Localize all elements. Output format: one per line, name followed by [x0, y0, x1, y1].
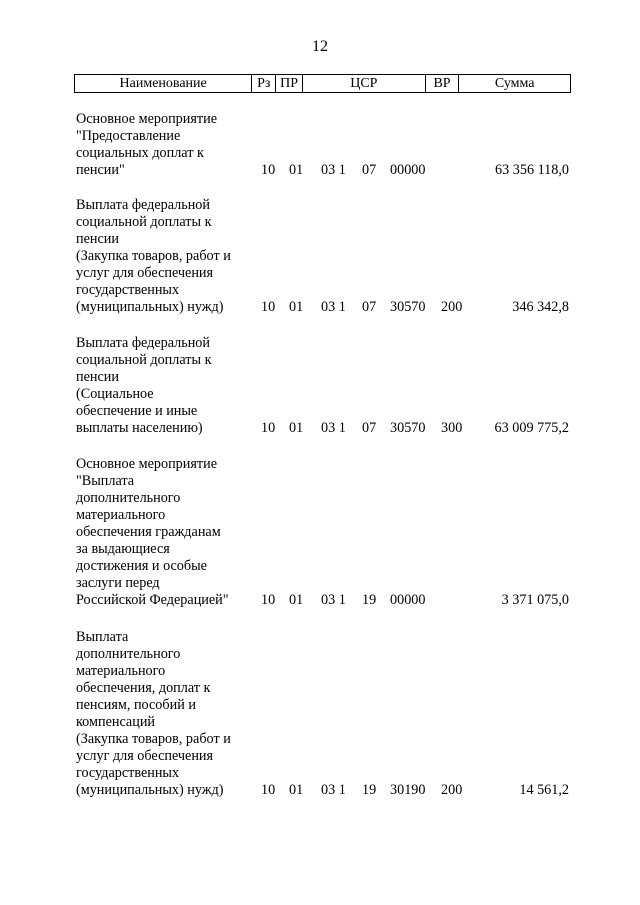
row-sum: 346 342,8: [512, 299, 569, 315]
row-csr-event: 07: [362, 420, 377, 436]
row-csr-program: 03 1: [321, 420, 346, 436]
header-rz: Рз: [252, 75, 276, 92]
row-csr-program: 03 1: [321, 299, 346, 315]
row-name: Основное мероприятие "Предоставление социальных доплат к пенсии": [76, 111, 217, 178]
row-pr: 01: [289, 162, 304, 178]
row-csr-event: 07: [362, 162, 377, 178]
row-rz: 10: [261, 592, 276, 608]
row-name: Выплата дополнительного материального обеспечения, доплат к пенсиям, пособий и компенсаций (Закупка товаров, работ и услуг для обеспечения государственных (муниципальных) нужд): [76, 629, 231, 798]
header-pr: ПР: [276, 75, 303, 92]
header-vr: ВР: [426, 75, 460, 92]
row-vr: 200: [441, 782, 463, 798]
row-csr-direction: 00000: [390, 162, 426, 178]
row-rz: 10: [261, 299, 276, 315]
row-csr-direction: 00000: [390, 592, 426, 608]
row-vr: 300: [441, 420, 463, 436]
page-number: 12: [312, 38, 328, 55]
row-csr-event: 19: [362, 592, 377, 608]
row-pr: 01: [289, 299, 304, 315]
table-header: [74, 74, 571, 93]
row-csr-program: 03 1: [321, 162, 346, 178]
row-rz: 10: [261, 782, 276, 798]
row-csr-direction: 30190: [390, 782, 426, 798]
row-sum: 63 009 775,2: [494, 420, 569, 436]
row-vr: 200: [441, 299, 463, 315]
row-sum: 3 371 075,0: [501, 592, 569, 608]
row-pr: 01: [289, 782, 304, 798]
row-csr-event: 07: [362, 299, 377, 315]
header-csr: ЦСР: [303, 75, 426, 92]
row-name: Выплата федеральной социальной доплаты к пенсии (Социальное обеспечение и иные выплаты населению): [76, 335, 212, 436]
row-sum: 14 561,2: [519, 782, 569, 798]
row-csr-event: 19: [362, 782, 377, 798]
row-csr-direction: 30570: [390, 299, 426, 315]
row-pr: 01: [289, 592, 304, 608]
row-rz: 10: [261, 420, 276, 436]
row-name: Выплата федеральной социальной доплаты к пенсии (Закупка товаров, работ и услуг для обеспечения государственных (муниципальных) нужд): [76, 197, 231, 315]
row-name: Основное мероприятие "Выплата дополнительного материального обеспечения гражданам за выдающиеся достижения и особые заслуги перед Российской Федерацией": [76, 456, 229, 608]
row-pr: 01: [289, 420, 304, 436]
header-sum: Сумма: [494, 76, 535, 91]
row-csr-program: 03 1: [321, 592, 346, 608]
row-sum: 63 356 118,0: [495, 162, 569, 178]
row-csr-program: 03 1: [321, 782, 346, 798]
row-rz: 10: [261, 162, 276, 178]
row-csr-direction: 30570: [390, 420, 426, 436]
header-name: Наименование: [75, 75, 252, 92]
